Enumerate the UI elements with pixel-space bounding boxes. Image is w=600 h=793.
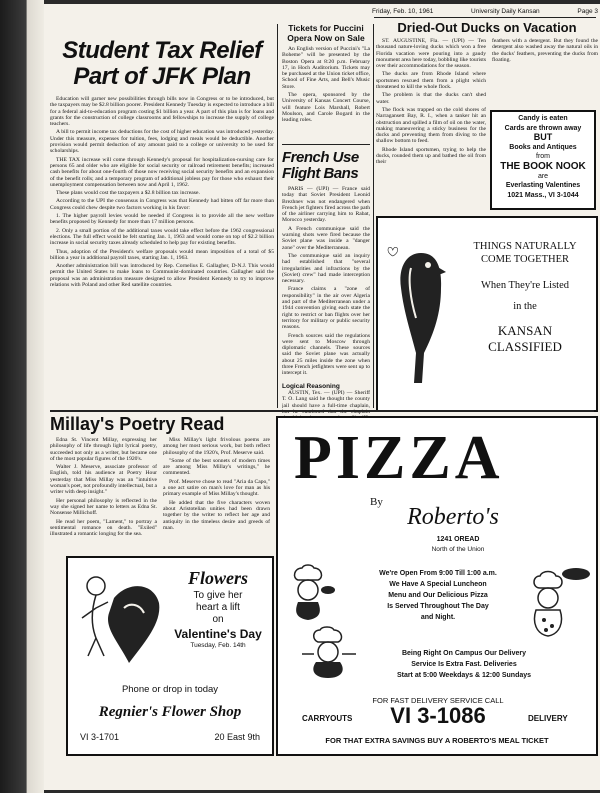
robertos-pizza-ad (276, 416, 598, 756)
jfk-paragraph: THE TAX increase will come through Kennedy's proposal for hospitalization-nursing care for persons 65 and older who are eligible for social security or railroad retirement benefits; increased cash benefits for about one-fourth of those now receiving social security benefits and an expansion of the benefit rolls; and a temporary program of additional jobless pay for those who exhaust their unemployment compensation between now and April 1, 1962. (50, 156, 274, 188)
pizza-title: PIZZA (294, 424, 504, 492)
jfk-paragraph: Another administration bill was introduced by Rep. Cornelius E. Gallagher, D-N.J. This would permit the United States to make loans to Communist-dominated countries. Gallagher said the proposal was an administration measure designed to allow President Kennedy to try to improve relations with Poland and other Red satellite countries. (50, 263, 274, 289)
ducks-paragraph: Rhode Island sportsmen, trying to help the ducks, rounded them up and bathed the oil from their (376, 146, 486, 166)
ducks-column-1 (376, 38, 486, 183)
millay-paragraph: Miss Millay's light frivolous poems are among her most serious work, but both reflect philosophy of the 1920's, Prof. Meserve said. (163, 437, 270, 456)
ducks-column-2 (492, 38, 598, 68)
regniers-flower-ad (66, 556, 274, 756)
chef-right-illustration (526, 562, 592, 638)
flowers-title: Flowers (187, 568, 248, 588)
french-headline-1: French Use (282, 149, 359, 166)
page-number: Page 3 (577, 8, 598, 15)
logical-reasoning-headline: Logical Reasoning (282, 383, 340, 390)
classified-line: COME TOGETHER (481, 254, 569, 265)
french-paragraph: PARIS — (UPI) — France said today that Soviet President Leonid Brezhnev was not endangered when French jet fighters fired across the path of the airliner carrying him to Rabat, Morocco yesterday. (282, 186, 370, 224)
flowers-cta: Phone or drop in today (121, 684, 219, 695)
book-nook-line: BUT (533, 132, 553, 143)
pizza-hours-line: We Have A Special Luncheon (389, 581, 487, 588)
jfk-body (50, 96, 274, 416)
pizza-delivery-line: Service Is Extra Fast. Deliveries (411, 661, 517, 668)
jfk-paragraph: These plans would cost the taxpayers a $2.8 billion tax increase. (56, 190, 200, 197)
french-headline-2: Flight Bans (282, 165, 359, 182)
classified-line: When They're Listed (481, 280, 569, 291)
jfk-paragraph: Education will garner new possibilities through bills now in Congress or to be introduced, but the taxpayers may be $2.8 billion poorer. President Kennedy Tuesday is expected to introduce a bill for a federal aid-to-education program costing $1 billion a year. A part of this plan is for loans and grants for the construction of college classrooms and fellowships to increase the supply of college teachers. (50, 96, 274, 128)
logical-reasoning-text: AUSTIN, Tex. — (UPI) — Sheriff T. O. Lang said he thought the county jail should have a full-time chaplain, (282, 390, 370, 409)
flowers-text (168, 568, 268, 650)
masthead (372, 8, 598, 15)
pizza-service-call: FOR FAST DELIVERY SERVICE CALL (372, 696, 504, 705)
ducks-paragraph: The ducks are from Rhode Island where sportsmen rescued them from a plight which threatened to kill the whole flock. (376, 71, 486, 91)
flowers-phone: VI 3-1701 (80, 732, 120, 742)
ducks-paragraph: The flock was trapped on the cold shores of Narragansett Bay, R. I., when a tanker hit an obstruction and spilled a film of oil on the water, making maneuvering a sticky business for the ducks and preventing them from diving to the shallow bottom to feed. (376, 106, 486, 145)
book-nook-phone: 1021 Mass., VI 3-1044 (507, 191, 579, 199)
puccini-paragraph: The opera, sponsored by the University of Kansas Concert Course, will feature Lois Marshall, Robert Moulson, and Carole Bogard in the leading roles. (282, 92, 370, 124)
millay-headline: Millay's Poetry Read (50, 414, 225, 434)
french-article (282, 150, 370, 416)
millay-paragraph: Prof. Meserve chose to read "Aria da Capo," a one act satire on man's love for man as his primary example of Miss Millay's thought. (163, 478, 270, 498)
ducks-paragraph: The problem is that the ducks can't shed water. (376, 92, 486, 105)
millay-paragraph: Edna St. Vincent Millay, expressing her philosophy of life through light lyrical poetry, succeeded not only as a writer, but became one of the most popular figures of the 1920's. (50, 437, 157, 462)
jfk-paragraph: According to the UPI the consensus in Congress was that Kennedy had bitten off far more than Congress could chew despite two factors working in his favor: (50, 198, 274, 211)
classified-text (458, 240, 592, 355)
jfk-paragraph: A bill to permit income tax deductions for the cost of higher education was introduced yesterday. Under this measure, expenses for tuition, fees, lodging and meals would be deductible. Another provision would permit deduction of any amount paid to a college or university to be used for scholarships. (50, 129, 274, 155)
ducks-paragraph: ST. AUGUSTINE, Fla. — (UPI) — Ten thousand nature-loving ducks which won a free Florida vacation were pouring into a gaudy monument area here today, bobbling like tourists over their accommodations for the season. (376, 38, 486, 70)
pizza-hours (338, 568, 538, 623)
jfk-headline-2: Part of JFK Plan (73, 63, 251, 90)
flowers-line: heart a lift (196, 602, 240, 613)
book-nook-line: Cards are thrown away (504, 124, 582, 132)
pizza-delivery-line: Start at 5:00 Weekdays & 12:00 Sundays (396, 672, 532, 679)
millay-column-2 (163, 437, 270, 549)
book-nook-ad (490, 110, 596, 210)
book-nook-name: THE BOOK NOOK (500, 160, 586, 172)
pizza-carryouts: CARRYOUTS (302, 714, 353, 723)
millay-paragraph: Walter J. Meserve, associate professor of English, told his audience at Poetry Hour yesterday that Miss Millay was an "intuitive woman's poet, not profoundly intellectual, but a writer with deep insight." (50, 464, 157, 496)
flowers-line: on (212, 614, 224, 625)
french-paragraph: French sources said the regulations were sent to Moscow through diplomatic channels. These sources said the Soviet plane was actually about 25 miles inside the zone when three French jetfighters were sent up to intercept it. (282, 332, 370, 377)
cupid-illustration (74, 568, 164, 668)
classified-line: CLASSIFIED (488, 339, 562, 354)
pizza-phone: VI 3-1086 (390, 703, 486, 728)
jfk-paragraph: 2. Only a small portion of the additional taxes would take effect before the 1962 congressional elections. The full effect would be felt starting Jan. 1, 1963 and would come on top of $2.2 billion increase in social security taxes already scheduled to help pay for existing benefits. (50, 227, 274, 247)
newspaper-page (44, 4, 600, 790)
millay-paragraph: He added that the five characters woven about Aristotelian unities had been drawn together by the writer to reflect her age and antiquity in the timeless desire and greeds of man. (163, 499, 270, 531)
flowers-shop-name: Regnier's Flower Shop (98, 704, 242, 720)
pizza-by: By (370, 496, 383, 508)
pizza-footer: FOR THAT EXTRA SAVINGS BUY A ROBERTO'S MEAL TICKET (325, 736, 549, 745)
classified-line: in the (513, 301, 537, 312)
pizza-delivery-line: Being Right On Campus Our Delivery (401, 650, 527, 657)
book-nook-line: are (537, 172, 549, 180)
jfk-headline-1: Student Tax Relief (62, 37, 262, 64)
kansan-classified-ad (376, 216, 598, 412)
millay-paragraph: Her personal philosophy is reflected in the way she signed her name to letters as Edna St. Nonsense Millichoff. (50, 497, 157, 517)
pizza-location: North of the Union (431, 546, 485, 553)
logical-reasoning-body (282, 390, 370, 416)
pizza-hours-line: Menu and Our Delicious Pizza (388, 592, 488, 599)
french-body (282, 186, 370, 381)
french-paragraph: A French communique said the warning shots were fired because the Soviet plane was inside a "danger zone" over the Mediterranean. (282, 225, 370, 251)
classified-line: KANSAN (497, 323, 553, 338)
ducks-headline: Dried-Out Ducks on Vacation (397, 20, 577, 35)
french-paragraph: France claims a "zone of responsibility" in the air over Algeria and part of the Mediterranean under a 1944 convention giving each state the right to restrict or ban flights over her territory for military or public security reasons. (282, 286, 370, 331)
flowers-address: 20 East 9th (214, 732, 260, 742)
flowers-line: To give her (193, 590, 243, 601)
millay-article (50, 414, 270, 549)
book-nook-line: Candy is eaten (518, 115, 568, 122)
jfk-paragraph: Thus, adoption of the President's welfare proposals would mean imposition of a total of $5 billion a year in additional payroll taxes, starting Jan. 1, 1963. (50, 248, 274, 261)
jfk-paragraph: 1. The higher payroll levies would be needed if Congress is to provide all the new welfare benefits proposed by Kennedy for more than 17 million persons. (50, 213, 274, 226)
classified-line: THINGS NATURALLY (473, 241, 577, 252)
page-binding (0, 0, 44, 793)
pizza-delivery-label: DELIVERY (528, 714, 568, 723)
book-nook-line: from (536, 153, 550, 161)
millay-column-1 (50, 437, 157, 549)
parrot-illustration (386, 238, 456, 388)
jfk-article (50, 38, 274, 416)
pizza-delivery-info (374, 648, 554, 681)
flowers-contact (80, 732, 260, 742)
french-paragraph: The communique said an inquiry had established that "several irregularities and infractions by the (Soviet) crew" had made interception necessary. (282, 252, 370, 285)
ducks-paragraph: feathers with a detergent. But they found the detergent also washed away the natural oils in the ducks' feathers, preventing the ducks from floating. (492, 38, 598, 63)
millay-paragraph: He read her poem, "Lament," to portray a sentimental romance on death. "Exiled" illustrated a romantic longing for the sea. (50, 518, 157, 538)
pizza-hours-line: and Night. (420, 614, 456, 621)
pizza-hours-line: Is Served Throughout The Day (387, 603, 489, 610)
pizza-address: 1241 OREAD (436, 536, 480, 543)
puccini-paragraph: An English version of Puccini's "La Boheme" will be presented by the Boston Opera at 8:20 p.m. February 17, in Hoch Auditorium. Tickets may be purchased at the Union ticket office, School of Fine Arts, and Bell's Music Store. (282, 46, 370, 90)
flowers-date: Tuesday, Feb. 14th (190, 642, 246, 649)
issue-date: Friday, Feb. 10, 1961 (372, 8, 434, 15)
puccini-headline: Tickets for Puccini Opera Now on Sale (287, 23, 365, 43)
puccini-article (282, 24, 370, 136)
chef-eating-illustration (298, 624, 362, 680)
book-nook-line: Everlasting Valentines (505, 182, 581, 190)
pizza-hours-line: We're Open From 9:00 Till 1:00 a.m. (379, 570, 497, 577)
paper-name: University Daily Kansan (471, 8, 540, 15)
robertos-logo: Roberto's (407, 504, 499, 530)
puccini-body (282, 46, 370, 136)
flowers-line: Valentine's Day (174, 627, 262, 641)
millay-paragraph: "Some of the best sonnets of modern times are among Miss Millay's writings," he commented. (163, 457, 270, 477)
chef-left-illustration (284, 562, 336, 622)
book-nook-line: Books and Antiques (509, 143, 577, 151)
